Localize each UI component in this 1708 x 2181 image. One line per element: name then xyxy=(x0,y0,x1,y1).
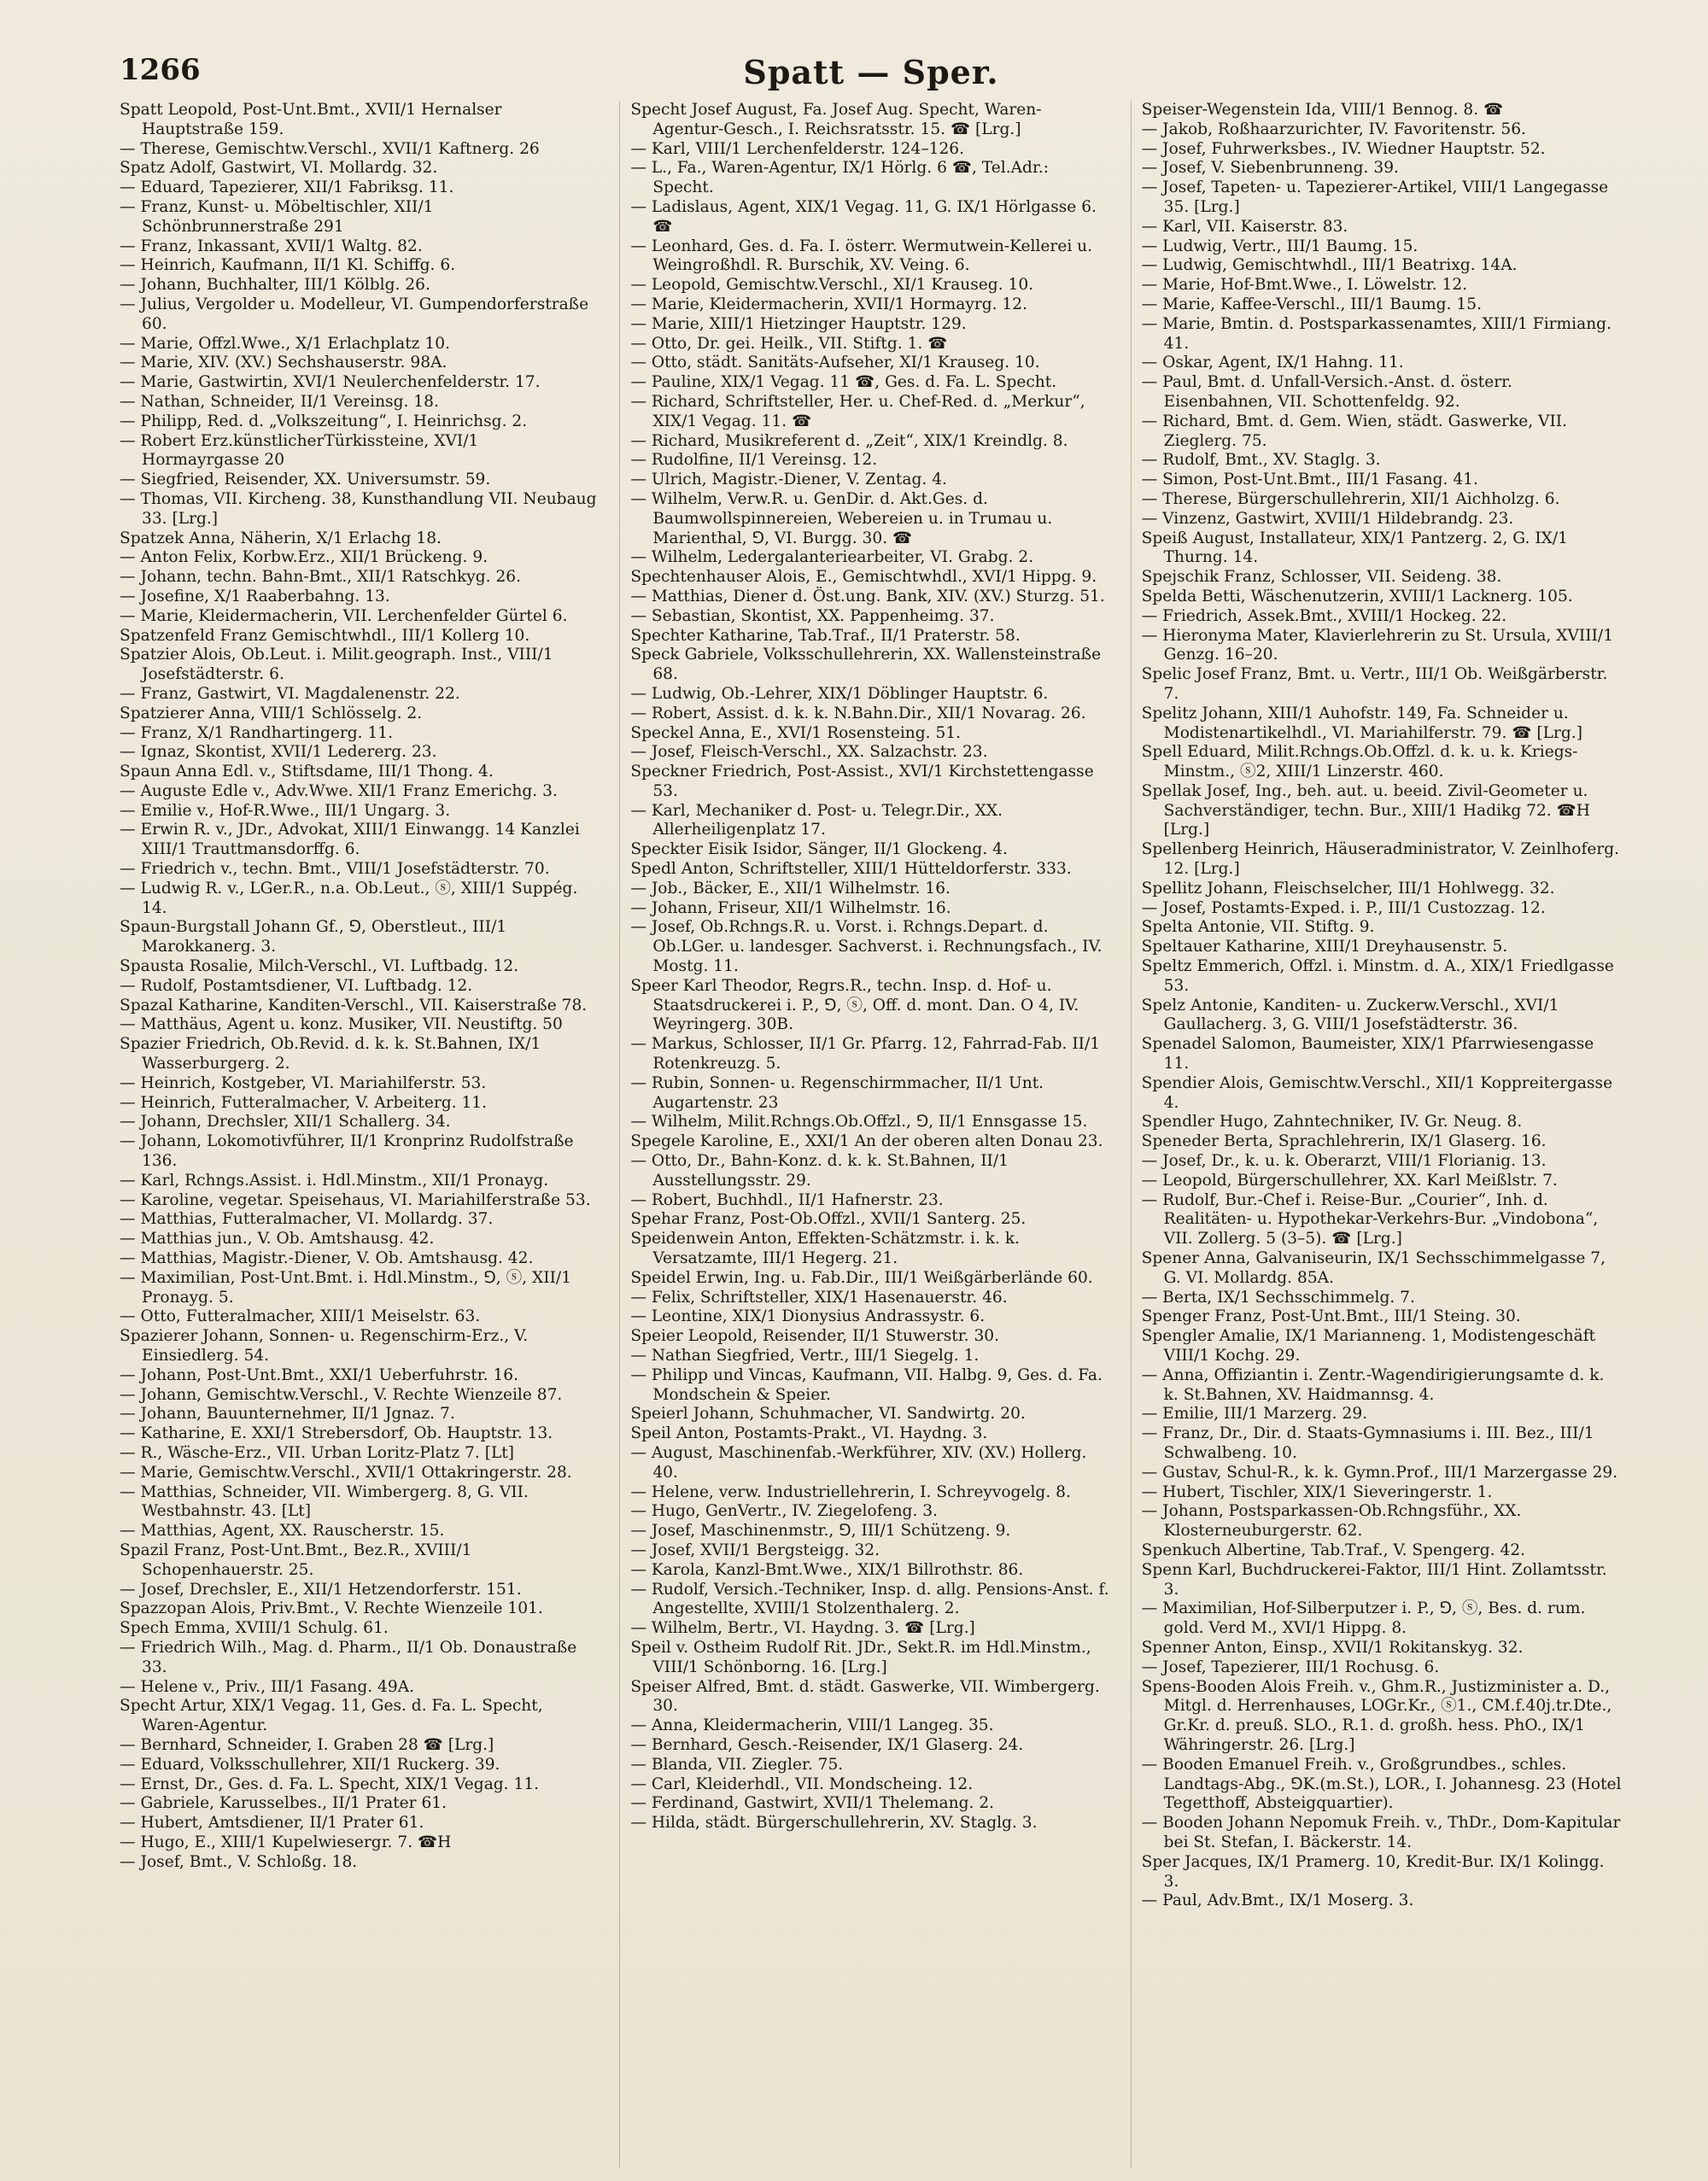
directory-entry: — Marie, XIII/1 Hietzinger Hauptstr. 129. xyxy=(630,314,967,333)
directory-entry: — Karl, VII. Kaiserstr. 83. xyxy=(1141,217,1348,236)
directory-entry: Spell Eduard, Milit.Rchngs.Ob.Offzl. d. k. u. k. Kriegs-Minstm., ⓢ2, XIII/1 Linzerstr. 460. xyxy=(1141,743,1578,781)
directory-entry: — Robert, Assist. d. k. k. N.Bahn.Dir., XII/1 Novarag. 26. xyxy=(630,704,1086,722)
directory-entry: Spelta Antonie, VII. Stiftg. 9. xyxy=(1141,918,1375,937)
directory-entry: Speiß August, Installateur, XIX/1 Pantzerg. 2, G. IX/1 Thurng. 14. xyxy=(1141,529,1568,567)
directory-entry: — Emilie v., Hof-R.Wwe., III/1 Ungarg. 3. xyxy=(120,801,451,820)
directory-entry: — Johann, Post-Unt.Bmt., XXI/1 Ueberfuhrstr. 16. xyxy=(120,1365,519,1384)
directory-entry: Spazzopan Alois, Priv.Bmt., V. Rechte Wienzeile 101. xyxy=(120,1599,543,1618)
directory-entry: — Franz, Dr., Dir. d. Staats-Gymnasiums i. III. Bez., III/1 Schwalbeng. 10. xyxy=(1141,1424,1594,1462)
directory-entry: — Helene, verw. Industriellehrerin, I. Schreyvogelg. 8. xyxy=(630,1482,1071,1501)
directory-entry: — Gustav, Schul-R., k. k. Gymn.Prof., III/1 Marzergasse 29. xyxy=(1141,1463,1618,1482)
directory-entry: — L., Fa., Waren-Agentur, IX/1 Hörlg. 6 ☎, Tel.Adr.: Specht. xyxy=(630,159,1049,197)
directory-entry: — Marie, Gemischtw.Verschl., XVII/1 Ottakringerstr. 28. xyxy=(120,1463,572,1482)
directory-entry: — Siegfried, Reisender, XX. Universumstr. 59. xyxy=(120,471,491,489)
directory-entry: — Pauline, XIX/1 Vegag. 11 ☎, Ges. d. Fa. L. Specht. xyxy=(630,373,1057,392)
directory-entry: — Job., Bäcker, E., XII/1 Wilhelmstr. 16. xyxy=(630,879,951,898)
directory-entry: — Richard, Bmt. d. Gem. Wien, städt. Gaswerke, VII. Zieglerg. 75. xyxy=(1141,412,1568,450)
directory-entry: — Marie, Kleidermacherin, VII. Lerchenfelder Gürtel 6. xyxy=(120,606,568,625)
directory-entry: — Ludwig, Gemischtwhdl., III/1 Beatrixg. 14A. xyxy=(1141,256,1518,275)
directory-entry: Speltauer Katharine, XIII/1 Dreyhausenstr. 5. xyxy=(1141,938,1508,956)
directory-entry: Speierl Johann, Schuhmacher, VI. Sandwirtg. 20. xyxy=(630,1405,1026,1424)
directory-entry: Speckel Anna, E., XVI/1 Rosensteing. 51. xyxy=(630,723,962,742)
directory-entry: — Wilhelm, Bertr., VI. Haydng. 3. ☎ [Lrg.] xyxy=(630,1619,975,1638)
directory-entry: — Vinzenz, Gastwirt, XVIII/1 Hildebrandg. 23. xyxy=(1141,509,1514,528)
directory-entry: Spazal Katharine, Kanditen-Verschl., VII. Kaiserstraße 78. xyxy=(120,996,588,1014)
directory-entry: Spatzier Alois, Ob.Leut. i. Milit.geograph. Inst., VIII/1 Josefstädterstr. 6. xyxy=(120,646,553,684)
directory-entry: Speiser-Wegenstein Ida, VIII/1 Bennog. 8. ☎ xyxy=(1141,101,1504,119)
directory-entry: — Franz, X/1 Randhartingerg. 11. xyxy=(120,723,394,742)
directory-entry: — Bernhard, Gesch.-Reisender, IX/1 Glaserg. 24. xyxy=(630,1735,1024,1754)
directory-entry: Speer Karl Theodor, Regrs.R., techn. Insp. d. Hof- u. Staatsdruckerei i. P., ⅁, ⓢ, Off. d. mont. Dan. O 4, IV. Weyringerg. 30B. xyxy=(630,976,1079,1034)
directory-entry: Speckter Eisik Isidor, Sänger, II/1 Glockeng. 4. xyxy=(630,840,1008,859)
directory-entry: Speidel Erwin, Ing. u. Fab.Dir., III/1 Weißgärberlände 60. xyxy=(630,1268,1093,1287)
directory-entry: Spendler Hugo, Zahntechniker, IV. Gr. Neug. 8. xyxy=(1141,1113,1523,1131)
directory-entry: — Berta, IX/1 Sechsschimmelg. 7. xyxy=(1141,1288,1415,1307)
directory-entry: — Ulrich, Magistr.-Diener, V. Zentag. 4. xyxy=(630,471,947,489)
directory-entry: Spenger Franz, Post-Unt.Bmt., III/1 Steing. 30. xyxy=(1141,1307,1521,1326)
directory-entry: — Marie, Hof-Bmt.Wwe., I. Löwelstr. 12. xyxy=(1141,276,1468,295)
directory-entry: — Markus, Schlosser, II/1 Gr. Pfarrg. 12, Fahrrad-Fab. II/1 Rotenkreuzg. 5. xyxy=(630,1035,1101,1073)
directory-entry: — Karl, VIII/1 Lerchenfelderstr. 124–126. xyxy=(630,139,965,158)
directory-entry: — Jakob, Roßhaarzurichter, IV. Favoritenstr. 56. xyxy=(1141,120,1526,138)
directory-entry: Spenadel Salomon, Baumeister, XIX/1 Pfarrwiesengasse 11. xyxy=(1141,1035,1594,1073)
directory-entry: — Maximilian, Hof-Silberputzer i. P., ⅁, ⓢ, Bes. d. rum. gold. Verd M., XVI/1 Hippg. 8. xyxy=(1141,1599,1586,1638)
directory-entry: — Johann, Buchhalter, III/1 Kölblg. 26. xyxy=(120,276,430,295)
directory-entry: Spenkuch Albertine, Tab.Traf., V. Spengerg. 42. xyxy=(1141,1541,1526,1559)
directory-entry: — Otto, Futteralmacher, XIII/1 Meiselstr. 63. xyxy=(120,1307,481,1326)
directory-entry: — Sebastian, Skontist, XX. Pappenheimg. 37. xyxy=(630,606,995,625)
directory-entry: — Carl, Kleiderhdl., VII. Mondscheing. 12. xyxy=(630,1775,974,1793)
directory-entry: — Friedrich v., techn. Bmt., VIII/1 Josefstädterstr. 70. xyxy=(120,860,550,879)
directory-entry: — Matthias, Magistr.-Diener, V. Ob. Amtshausg. 42. xyxy=(120,1249,534,1268)
directory-entry: — Johann, Drechsler, XII/1 Schallerg. 34. xyxy=(120,1113,451,1131)
directory-entry: — Franz, Gastwirt, VI. Magdalenenstr. 22. xyxy=(120,684,460,703)
directory-entry: — Rudolf, Bmt., XV. Staglg. 3. xyxy=(1141,451,1381,470)
directory-entry: Spejschik Franz, Schlosser, VII. Seideng. 38. xyxy=(1141,568,1502,587)
directory-entry: — Booden Emanuel Freih. v., Großgrundbes., schles. Landtags-Abg., ⅁K.(m.St.), LOR., I. Johannesg. 23 (Hotel Tegetthoff, Absteigquartier). xyxy=(1141,1755,1622,1813)
directory-entry: — Josef, Bmt., V. Schloßg. 18. xyxy=(120,1852,358,1871)
directory-entry: Spatzek Anna, Näherin, X/1 Erlachg 18. xyxy=(120,529,442,547)
directory-entry: — Franz, Kunst- u. Möbeltischler, XII/1 Schönbrunnerstraße 291 xyxy=(120,197,434,236)
directory-entry: — Karola, Kanzl-Bmt.Wwe., XIX/1 Billrothstr. 86. xyxy=(630,1560,1024,1579)
directory-entry: — Paul, Adv.Bmt., IX/1 Moserg. 3. xyxy=(1141,1892,1414,1910)
directory-entry: — Johann, Lokomotivführer, II/1 Kronprinz Rudolfstraße 136. xyxy=(120,1132,574,1171)
directory-entry: — Richard, Musikreferent d. „Zeit“, XIX/1 Kreindlg. 8. xyxy=(630,431,1068,450)
directory-entry: — Friedrich, Assek.Bmt., XVIII/1 Hockeg. 22. xyxy=(1141,606,1507,625)
directory-entry: — Therese, Gemischtw.Verschl., XVII/1 Kaftnerg. 26 xyxy=(120,139,540,158)
directory-entry: Spelda Betti, Wäschenutzerin, XVIII/1 Lacknerg. 105. xyxy=(1141,587,1573,605)
directory-entry: — Johann, techn. Bahn-Bmt., XII/1 Ratschkyg. 26. xyxy=(120,568,522,587)
directory-entry: — Ignaz, Skontist, XVII/1 Ledererg. 23. xyxy=(120,743,437,762)
directory-entry: — Karl, Rchngs.Assist. i. Hdl.Minstm., XII/1 Pronayg. xyxy=(120,1171,549,1190)
directory-entry: — Heinrich, Kaufmann, II/1 Kl. Schiffg. 6. xyxy=(120,256,456,275)
directory-entry: — Marie, Gastwirtin, XVI/1 Neulerchenfelderstr. 17. xyxy=(120,373,541,392)
directory-entry: — Matthias, Diener d. Öst.ung. Bank, XIV. (XV.) Sturzg. 51. xyxy=(630,587,1105,605)
directory-entry: — Katharine, E. XXI/1 Strebersdorf, Ob. Hauptstr. 13. xyxy=(120,1424,553,1443)
directory-entry: Specht Josef August, Fa. Josef Aug. Specht, Waren-Agentur-Gesch., I. Reichsratsstr. 15. ☎ [Lrg.] xyxy=(630,101,1042,138)
directory-entry: — Blanda, VII. Ziegler. 75. xyxy=(630,1755,844,1774)
directory-entry: Spazierer Johann, Sonnen- u. Regenschirm-Erz., V. Einsiedlerg. 54. xyxy=(120,1327,529,1365)
directory-entry: — Felix, Schriftsteller, XIX/1 Hasenauerstr. 46. xyxy=(630,1288,1008,1307)
directory-entry: — Maximilian, Post-Unt.Bmt. i. Hdl.Minstm., ⅁, ⓢ, XII/1 Pronayg. 5. xyxy=(120,1268,572,1307)
directory-entry: — Simon, Post-Unt.Bmt., III/1 Fasang. 41. xyxy=(1141,471,1478,489)
directory-entry: — Emilie, III/1 Marzerg. 29. xyxy=(1141,1405,1368,1424)
directory-entry: — Leopold, Gemischtw.Verschl., XI/1 Krauseg. 10. xyxy=(630,276,1034,295)
directory-entry: — Julius, Vergolder u. Modelleur, VI. Gumpendorferstraße 60. xyxy=(120,295,589,333)
directory-entry: — Rudolf, Postamtsdiener, VI. Luftbadg. 12. xyxy=(120,976,473,995)
directory-entry: Speck Gabriele, Volksschullehrerin, XX. Wallensteinstraße 68. xyxy=(630,646,1102,684)
directory-entry: Speckner Friedrich, Post-Assist., XVI/1 Kirchstettengasse 53. xyxy=(630,763,1094,800)
directory-entry: Spellak Josef, Ing., beh. aut. u. beeid. Zivil-Geometer u. Sachverständiger, techn. Bur., XIII/1 Hadikg 72. ☎H [Lrg.] xyxy=(1141,781,1590,839)
directory-entry: — Hugo, GenVertr., IV. Ziegelofeng. 3. xyxy=(630,1502,939,1521)
directory-entry: — Josef, Fleisch-Verschl., XX. Salzachstr. 23. xyxy=(630,743,988,762)
directory-entry: Spatz Adolf, Gastwirt, VI. Mollardg. 32. xyxy=(120,159,438,178)
directory-entry: — Eduard, Tapezierer, XII/1 Fabriksg. 11. xyxy=(120,178,454,197)
directory-entry: — Josef, Dr., k. u. k. Oberarzt, VIII/1 Florianig. 13. xyxy=(1141,1152,1547,1171)
directory-entry: — Matthias jun., V. Ob. Amtshausg. 42. xyxy=(120,1230,435,1248)
page-number: 1266 xyxy=(120,53,201,87)
directory-entry: Spellenberg Heinrich, Häuseradministrator, V. Zeinlhoferg. 12. [Lrg.] xyxy=(1141,840,1620,879)
directory-entry: — Nathan Siegfried, Vertr., III/1 Siegelg. 1. xyxy=(630,1347,980,1365)
directory-entry: Spatzierer Anna, VIII/1 Schlösselg. 2. xyxy=(120,704,423,722)
directory-entry: — Franz, Inkassant, XVII/1 Waltg. 82. xyxy=(120,237,423,255)
column-2 xyxy=(619,101,1111,2167)
directory-entry: — Rubin, Sonnen- u. Regenschirmmacher, II/1 Unt. Augartenstr. 23 xyxy=(630,1073,1044,1112)
directory-entry: — Josef, Tapezierer, III/1 Rochusg. 6. xyxy=(1141,1658,1440,1676)
directory-entry: — Helene v., Priv., III/1 Fasang. 49A. xyxy=(120,1677,415,1696)
column-1 xyxy=(120,101,600,2167)
directory-entry: Speltz Emmerich, Offzl. i. Minstm. d. A., XIX/1 Friedlgasse 53. xyxy=(1141,957,1614,995)
directory-entry: — Ludwig, Ob.-Lehrer, XIX/1 Döblinger Hauptstr. 6. xyxy=(630,684,1049,703)
directory-entry: — Wilhelm, Verw.R. u. GenDir. d. Akt.Ges. d. Baumwollspinnereien, Webereien u. in Trumau u. Marienthal, ⅁, VI. Burgg. 30. ☎ xyxy=(630,489,1053,547)
directory-entry: — Johann, Friseur, XII/1 Wilhelmstr. 16. xyxy=(630,898,951,917)
directory-entry: — Nathan, Schneider, II/1 Vereinsg. 18. xyxy=(120,392,439,411)
directory-entry: — Karoline, vegetar. Speisehaus, VI. Mariahilferstraße 53. xyxy=(120,1190,591,1209)
column-3 xyxy=(1131,101,1623,2167)
directory-entry: Spazier Friedrich, Ob.Revid. d. k. k. St.Bahnen, IX/1 Wasserburgerg. 2. xyxy=(120,1035,541,1073)
directory-entry: Speil Anton, Postamts-Prakt., VI. Haydng. 3. xyxy=(630,1424,988,1443)
directory-entry: Spatt Leopold, Post-Unt.Bmt., XVII/1 Hernalser Hauptstraße 159. xyxy=(120,101,502,138)
directory-entry: — Friedrich Wilh., Mag. d. Pharm., II/1 Ob. Donaustraße 33. xyxy=(120,1638,577,1676)
directory-entry: — Wilhelm, Milit.Rchngs.Ob.Offzl., ⅁, II/1 Ennsgasse 15. xyxy=(630,1113,1088,1131)
directory-entry: — Josef, V. Siebenbrunneng. 39. xyxy=(1141,159,1399,178)
directory-entry: — Josef, XVII/1 Bergsteigg. 32. xyxy=(630,1541,880,1559)
running-head: Spatt — Sper. xyxy=(743,53,999,91)
directory-entry: — Marie, XIV. (XV.) Sechshauserstr. 98A. xyxy=(120,354,447,372)
directory-entry: Specht Artur, XIX/1 Vegag. 11, Ges. d. Fa. L. Specht, Waren-Agentur. xyxy=(120,1697,543,1735)
directory-entry: — Marie, Kaffee-Verschl., III/1 Baumg. 15. xyxy=(1141,295,1482,313)
directory-entry: — Hubert, Amtsdiener, II/1 Prater 61. xyxy=(120,1814,424,1833)
directory-entry: Spehar Franz, Post-Ob.Offzl., XVII/1 Santerg. 25. xyxy=(630,1210,1027,1229)
directory-entry: Spazil Franz, Post-Unt.Bmt., Bez.R., XVIII/1 Schopenhauerstr. 25. xyxy=(120,1541,472,1579)
directory-entry: — Ernst, Dr., Ges. d. Fa. L. Specht, XIX/1 Vegag. 11. xyxy=(120,1775,540,1793)
directory-entry: — Matthias, Futteralmacher, VI. Mollardg. 37. xyxy=(120,1210,494,1229)
directory-entry: Spellitz Johann, Fleischselcher, III/1 Hohlwegg. 32. xyxy=(1141,879,1555,898)
directory-entry: — Rudolf, Versich.-Techniker, Insp. d. allg. Pensions-Anst. f. Angestellte, XVIII/1 Stolzenthalerg. 2. xyxy=(630,1580,1109,1618)
directory-entry: — Josef, Tapeten- u. Tapezierer-Artikel, VIII/1 Langegasse 35. [Lrg.] xyxy=(1141,178,1609,216)
directory-entry: — Otto, städt. Sanitäts-Aufseher, XI/1 Krauseg. 10. xyxy=(630,354,1040,372)
directory-entry: Speiser Alfred, Bmt. d. städt. Gaswerke, VII. Wimbergerg. 30. xyxy=(630,1677,1100,1716)
directory-entry: — Auguste Edle v., Adv.Wwe. XII/1 Franz Emerichg. 3. xyxy=(120,781,558,800)
directory-entry: — Hieronyma Mater, Klavierlehrerin zu St. Ursula, XVIII/1 Genzg. 16–20. xyxy=(1141,626,1614,664)
directory-entry: — August, Maschinenfab.-Werkführer, XIV. (XV.) Hollerg. 40. xyxy=(630,1443,1087,1482)
directory-entry: — Ludwig R. v., LGer.R., n.a. Ob.Leut., ⓢ, XIII/1 Suppég. 14. xyxy=(120,879,578,917)
directory-entry: — Eduard, Volksschullehrer, XII/1 Ruckerg. 39. xyxy=(120,1755,500,1774)
directory-entry: Speneder Berta, Sprachlehrerin, IX/1 Glaserg. 16. xyxy=(1141,1132,1547,1151)
directory-entry: — R., Wäsche-Erz., VII. Urban Loritz-Platz 7. [Lt] xyxy=(120,1443,515,1462)
directory-entry: — Marie, Bmtin. d. Postsparkassenamtes, XIII/1 Firmiang. 41. xyxy=(1141,314,1611,353)
page-header xyxy=(120,53,1623,96)
directory-entry: — Booden Johann Nepomuk Freih. v., ThDr., Dom-Kapitular bei St. Stefan, I. Bäckerstr. 14. xyxy=(1141,1814,1621,1851)
directory-entry: — Paul, Bmt. d. Unfall-Versich.-Anst. d. österr. Eisenbahnen, VII. Schottenfeldg. 92. xyxy=(1141,373,1512,411)
directory-entry: Speidenwein Anton, Effekten-Schätzmstr. i. k. k. Versatzamte, III/1 Hegerg. 21. xyxy=(630,1230,1021,1268)
directory-entry: — Otto, Dr., Bahn-Konz. d. k. k. St.Bahnen, II/1 Ausstellungsstr. 29. xyxy=(630,1152,1009,1190)
directory-entry: Spech Emma, XVIII/1 Schulg. 61. xyxy=(120,1619,389,1638)
directory-entry: — Rudolfine, II/1 Vereinsg. 12. xyxy=(630,451,878,470)
directory-entry: — Philipp und Vincas, Kaufmann, VII. Halbg. 9, Ges. d. Fa. Mondschein & Speier. xyxy=(630,1365,1103,1404)
directory-columns xyxy=(120,101,1623,2167)
directory-entry: Spausta Rosalie, Milch-Verschl., VI. Luftbadg. 12. xyxy=(120,957,519,976)
directory-entry: — Heinrich, Futteralmacher, V. Arbeiterg. 11. xyxy=(120,1093,488,1112)
directory-entry: — Josef, Maschinenmstr., ⅁, III/1 Schützeng. 9. xyxy=(630,1522,1011,1541)
directory-entry: Spechter Katharine, Tab.Traf., II/1 Praterstr. 58. xyxy=(630,626,1021,645)
directory-entry: Spaun Anna Edl. v., Stiftsdame, III/1 Thong. 4. xyxy=(120,763,494,781)
directory-entry: — Leopold, Bürgerschullehrer, XX. Karl Meißlstr. 7. xyxy=(1141,1171,1558,1190)
directory-entry: Spenn Karl, Buchdruckerei-Faktor, III/1 Hint. Zollamtsstr. 3. xyxy=(1141,1560,1607,1599)
directory-entry: Spens-Booden Alois Freih. v., Ghm.R., Justizminister a. D., Mitgl. d. Herrenhauses, LOGr.Kr., ⓢ1., CM.f.40j.tr.Dte., Gr.Kr. d. preuß. SLO., R.1. d. großh. hess. PhO., IX/1 Währingerstr. 26. [Lrg.] xyxy=(1141,1677,1612,1754)
directory-entry: — Anton Felix, Korbw.Erz., XII/1 Brückeng. 9. xyxy=(120,548,488,567)
directory-entry: — Hubert, Tischler, XIX/1 Sieveringerstr. 1. xyxy=(1141,1482,1493,1501)
directory-entry: — Johann, Bauunternehmer, II/1 Jgnaz. 7. xyxy=(120,1405,455,1424)
directory-entry: — Otto, Dr. gei. Heilk., VII. Stiftg. 1. ☎ xyxy=(630,334,948,353)
directory-entry: — Ludwig, Vertr., III/1 Baumg. 15. xyxy=(1141,237,1418,255)
directory-entry: — Hilda, städt. Bürgerschullehrerin, XV. Staglg. 3. xyxy=(630,1814,1038,1833)
directory-entry: Spatzenfeld Franz Gemischtwhdl., III/1 Kollerg 10. xyxy=(120,626,530,645)
directory-entry: — Robert, Buchhdl., II/1 Hafnerstr. 23. xyxy=(630,1190,944,1209)
directory-entry: — Erwin R. v., JDr., Advokat, XIII/1 Einwangg. 14 Kanzlei XIII/1 Trauttmansdorffg. 6. xyxy=(120,821,580,859)
directory-entry: Spenner Anton, Einsp., XVII/1 Rokitanskyg. 32. xyxy=(1141,1638,1524,1657)
directory-entry: — Philipp, Red. d. „Volkszeitung“, I. Heinrichsg. 2. xyxy=(120,412,528,430)
directory-entry: — Therese, Bürgerschullehrerin, XII/1 Aichholzg. 6. xyxy=(1141,489,1560,508)
directory-entry: Spegele Karoline, E., XXI/1 An der oberen alten Donau 23. xyxy=(630,1132,1103,1151)
directory-entry: — Gabriele, Karusselbes., II/1 Prater 61. xyxy=(120,1794,447,1813)
directory-entry: — Heinrich, Kostgeber, VI. Mariahilferstr. 53. xyxy=(120,1073,487,1092)
directory-entry: Spener Anna, Galvaniseurin, IX/1 Sechsschimmelgasse 7, G. VI. Mollardg. 85A. xyxy=(1141,1249,1606,1287)
directory-entry: — Oskar, Agent, IX/1 Hahng. 11. xyxy=(1141,354,1404,372)
directory-entry: — Marie, Kleidermacherin, XVII/1 Hormayrg. 12. xyxy=(630,295,1027,313)
directory-entry: Spengler Amalie, IX/1 Marianneng. 1, Modistengeschäft VIII/1 Kochg. 29. xyxy=(1141,1327,1596,1365)
directory-entry: — Rudolf, Bur.-Chef i. Reise-Bur. „Courier“, Inh. d. Realitäten- u. Hypothekar-Verkehrs-Bur. „Vindobona“, VII. Zollerg. 5 (3–5). ☎ [Lrg.] xyxy=(1141,1190,1599,1248)
directory-entry: — Leontine, XIX/1 Dionysius Andrassystr. 6. xyxy=(630,1307,986,1326)
directory-entry: — Matthias, Agent, XX. Rauscherstr. 15. xyxy=(120,1522,445,1541)
directory-entry: — Thomas, VII. Kircheng. 38, Kunsthandlung VII. Neubaug 33. [Lrg.] xyxy=(120,489,597,528)
directory-entry: Spelitz Johann, XIII/1 Auhofstr. 149, Fa. Schneider u. Modistenartikelhdl., VI. Mariahilferstr. 79. ☎ [Lrg.] xyxy=(1141,704,1582,742)
directory-entry: — Ferdinand, Gastwirt, XVII/1 Thelemang. 2. xyxy=(630,1794,995,1813)
directory-entry: — Matthäus, Agent u. konz. Musiker, VII. Neustiftg. 50 xyxy=(120,1015,563,1034)
directory-entry: Spedl Anton, Schriftsteller, XIII/1 Hütteldorferstr. 333. xyxy=(630,860,1072,879)
directory-entry: Spelic Josef Franz, Bmt. u. Vertr., III/1 Ob. Weißgärberstr. 7. xyxy=(1141,665,1608,703)
directory-entry: — Johann, Gemischtw.Verschl., V. Rechte Wienzeile 87. xyxy=(120,1385,563,1404)
directory-entry: Speier Leopold, Reisender, II/1 Stuwerstr. 30. xyxy=(630,1327,1000,1346)
directory-entry: — Josefine, X/1 Raaberbahng. 13. xyxy=(120,587,390,605)
directory-entry: — Matthias, Schneider, VII. Wimbergerg. 8, G. VII. Westbahnstr. 43. [Lt] xyxy=(120,1482,529,1521)
directory-entry: — Josef, Drechsler, E., XII/1 Hetzendorferstr. 151. xyxy=(120,1580,522,1599)
directory-entry: Spechtenhauser Alois, E., Gemischtwhdl., XVI/1 Hippg. 9. xyxy=(630,568,1097,587)
directory-entry: — Bernhard, Schneider, I. Graben 28 ☎ [Lrg.] xyxy=(120,1735,494,1754)
directory-entry: — Hugo, E., XIII/1 Kupelwiesergr. 7. ☎H xyxy=(120,1833,452,1851)
directory-entry: — Wilhelm, Ledergalanteriearbeiter, VI. Grabg. 2. xyxy=(630,548,1034,567)
directory-entry: Spaun-Burgstall Johann Gf., ⅁, Oberstleut., III/1 Marokkanerg. 3. xyxy=(120,918,507,956)
directory-entry: Spelz Antonie, Kanditen- u. Zuckerw.Verschl., XVI/1 Gaullacherg. 3, G. VIII/1 Josefstädterstr. 36. xyxy=(1141,996,1559,1034)
directory-entry: — Robert Erz.künstlicherTürkissteine, XVI/1 Hormayrgasse 20 xyxy=(120,431,479,470)
directory-entry: — Anna, Kleidermacherin, VIII/1 Langeg. 35. xyxy=(630,1716,994,1735)
directory-entry: — Josef, Postamts-Exped. i. P., III/1 Custozzag. 12. xyxy=(1141,898,1546,917)
directory-entry: — Anna, Offiziantin i. Zentr.-Wagendirigierungsamte d. k. k. St.Bahnen, XV. Haidmannsg. 4. xyxy=(1141,1365,1605,1404)
directory-entry: — Karl, Mechaniker d. Post- u. Telegr.Dir., XX. Allerheiligenplatz 17. xyxy=(630,801,1003,839)
directory-entry: Spendier Alois, Gemischtw.Verschl., XII/1 Koppreitergasse 4. xyxy=(1141,1073,1613,1112)
directory-entry: Speil v. Ostheim Rudolf Rit. JDr., Sekt.R. im Hdl.Minstm., VIII/1 Schönborng. 16. [Lrg.] xyxy=(630,1638,1091,1676)
directory-entry: — Josef, Fuhrwerksbes., IV. Wiedner Hauptstr. 52. xyxy=(1141,139,1546,158)
directory-entry: — Josef, Ob.Rchngs.R. u. Vorst. i. Rchngs.Depart. d. Ob.LGer. u. landesger. Sachverst. i. Rechnungsfach., IV. Mostg. 11. xyxy=(630,918,1103,976)
directory-entry: — Johann, Postsparkassen-Ob.Rchngsführ., XX. Klosterneuburgerstr. 62. xyxy=(1141,1502,1522,1541)
directory-entry: — Marie, Offzl.Wwe., X/1 Erlachplatz 10. xyxy=(120,334,450,353)
directory-entry: — Leonhard, Ges. d. Fa. I. österr. Wermutwein-Kellerei u. Weingroßhdl. R. Burschik, XV. Veing. 6. xyxy=(630,237,1093,275)
directory-entry: — Ladislaus, Agent, XIX/1 Vegag. 11, G. IX/1 Hörlgasse 6. ☎ xyxy=(630,197,1097,236)
directory-entry: Sper Jacques, IX/1 Pramerg. 10, Kredit-Bur. IX/1 Kolingg. 3. xyxy=(1141,1852,1605,1891)
directory-entry: — Richard, Schriftsteller, Her. u. Chef-Red. d. „Merkur“, XIX/1 Vegag. 11. ☎ xyxy=(630,392,1085,430)
